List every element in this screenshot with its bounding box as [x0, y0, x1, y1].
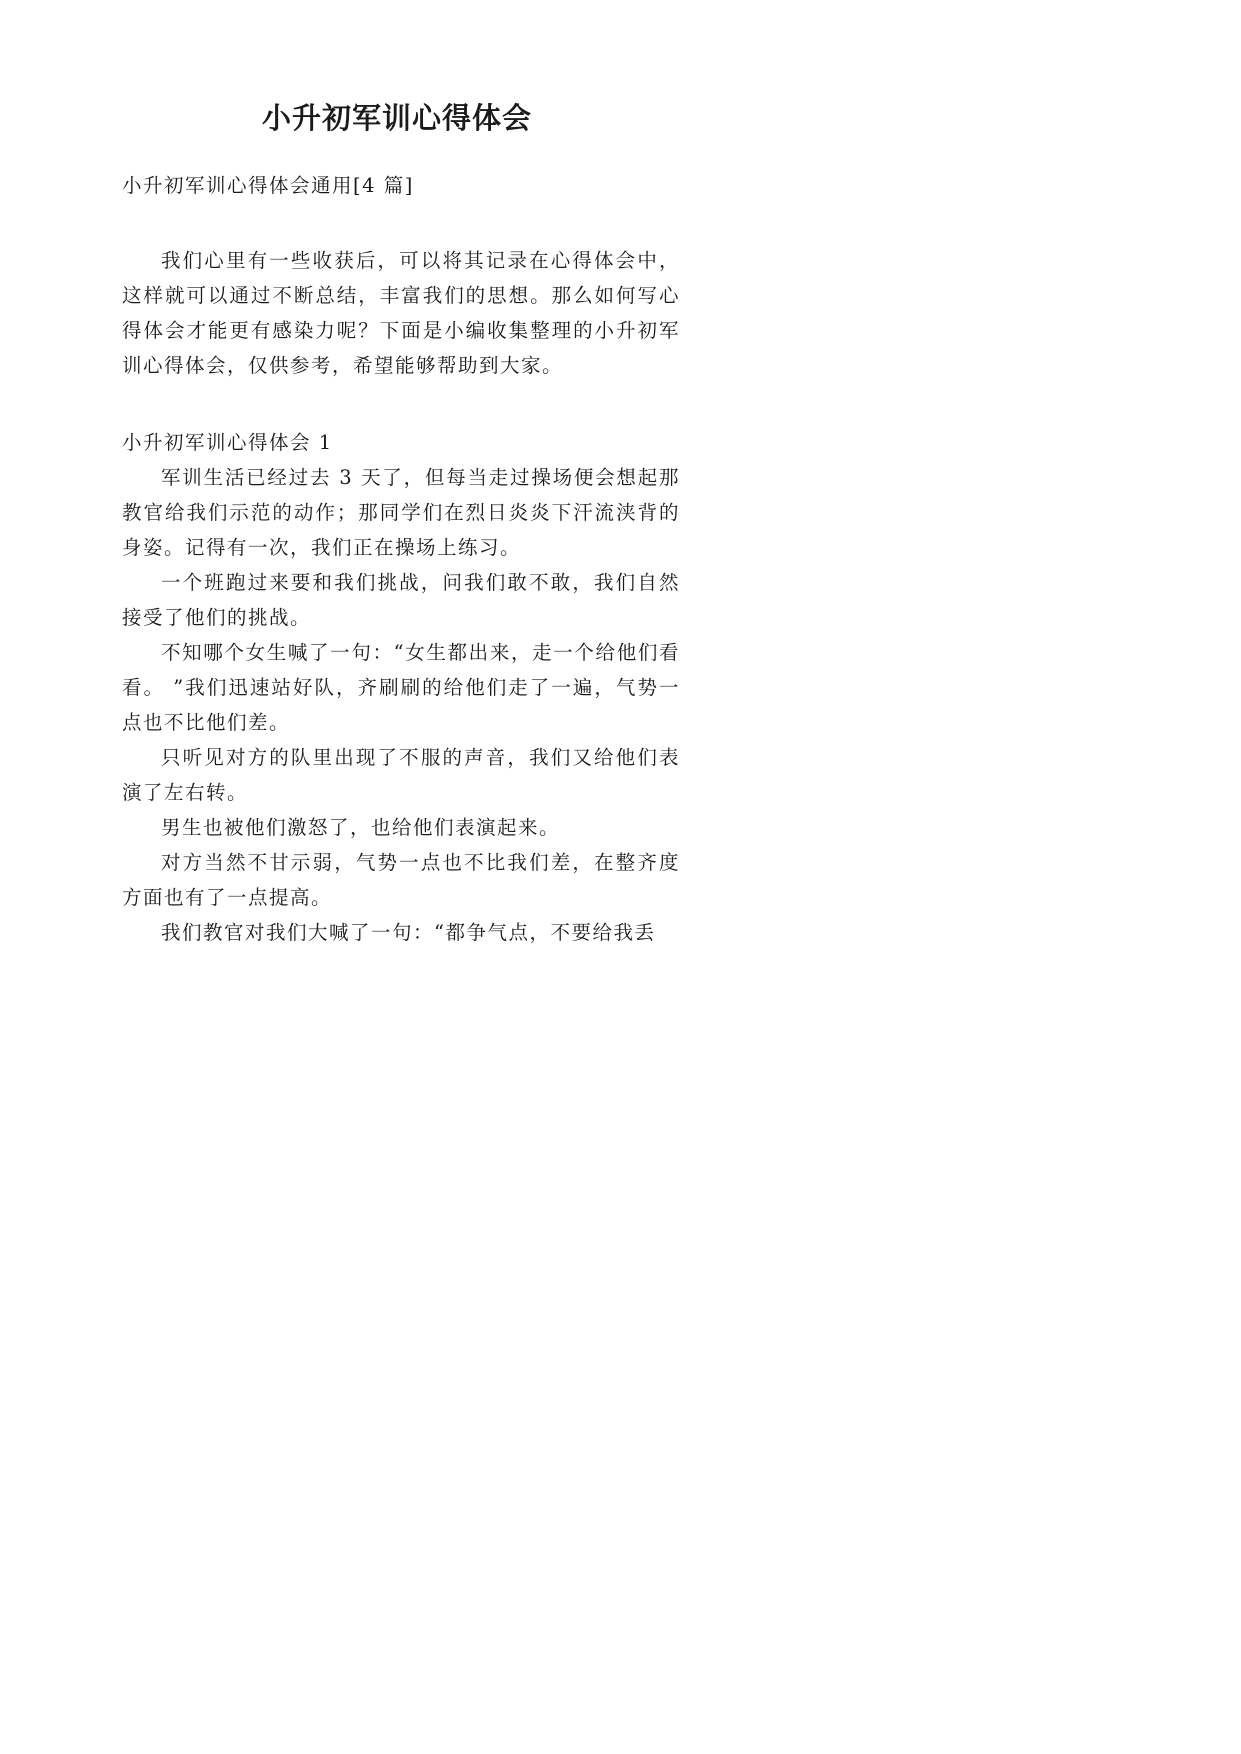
body-paragraph: 不知哪个女生喊了一句：“女生都出来，走一个给他们看看。 ”我们迅速站好队，齐刷刷的给他们走了一遍，气势一点也不比他们差。: [122, 641, 680, 734]
document-body: [122, 168, 680, 950]
body-paragraph: 男生也被他们激怒了，也给他们表演起来。: [161, 816, 561, 839]
body-paragraph: 我们教官对我们大喊了一句：“都争气点，不要给我丢: [161, 921, 656, 944]
document-subtitle: 小升初军训心得体会通用[4 篇]: [122, 174, 414, 197]
intro-paragraph: 我们心里有一些收获后，可以将其记录在心得体会中，这样就可以通过不断总结，丰富我们的思想。那么如何写心得体会才能更有感染力呢？下面是小编收集整理的小升初军训心得体会，仅供参考，希望能够帮助到大家。: [122, 249, 680, 377]
body-paragraph: 只听见对方的队里出现了不服的声音，我们又给他们表演了左右转。: [122, 746, 680, 804]
document-page: [0, 0, 794, 1123]
body-paragraph: 军训生活已经过去 3 天了，但每当走过操场便会想起那教官给我们示范的动作；那同学们在烈日炎炎下汗流浃背的身姿。记得有一次，我们正在操场上练习。: [122, 466, 680, 559]
body-paragraph: 对方当然不甘示弱，气势一点也不比我们差，在整齐度方面也有了一点提高。: [122, 851, 680, 909]
body-paragraph: 一个班跑过来要和我们挑战，问我们敢不敢，我们自然接受了他们的挑战。: [122, 571, 680, 629]
document-title: 小升初军训心得体会: [261, 101, 532, 135]
section-heading: 小升初军训心得体会 1: [122, 431, 333, 454]
